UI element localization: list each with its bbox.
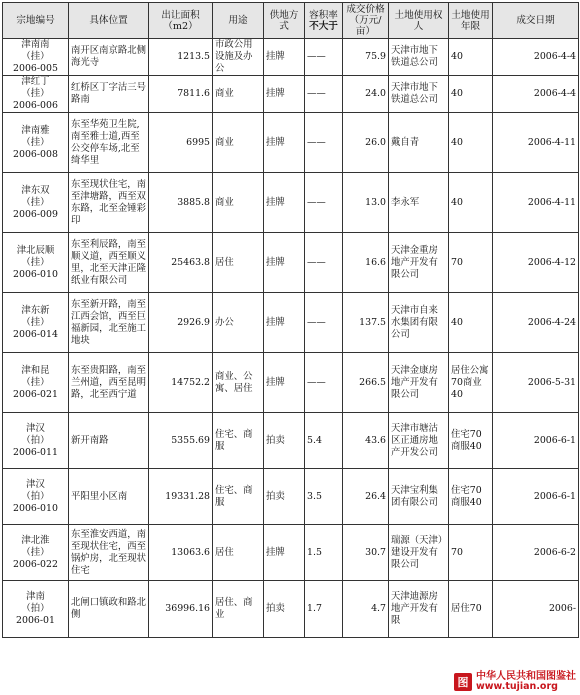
table-row (3, 581, 579, 638)
plot-no-line: （挂） (21, 546, 50, 558)
cell-far: 5.4 (305, 413, 343, 469)
cell-far: —— (305, 173, 343, 233)
cell-supply: 挂牌 (264, 173, 305, 233)
cell-far: 1.7 (305, 581, 343, 638)
cell-plot-no (3, 76, 69, 113)
cell-price: 4.7 (343, 581, 389, 638)
plot-no-line: （拍） (21, 434, 50, 446)
plot-no-line: 津南 (26, 591, 45, 602)
cell-use: 商业 (213, 76, 264, 113)
plot-no-line: 津南雅 (21, 124, 50, 136)
cell-term: 40 (449, 76, 493, 113)
plot-no-line: 2006-011 (13, 446, 58, 458)
cell-area: 7811.6 (149, 76, 213, 113)
cell-area: 25463.8 (149, 233, 213, 293)
cell-area: 5355.69 (149, 413, 213, 469)
plot-no-line: 津东双 (21, 184, 50, 196)
cell-price: 43.6 (343, 413, 389, 469)
cell-location: 平阳里小区南 (69, 469, 149, 525)
plot-no-line: 2006-010 (13, 268, 58, 280)
cell-term: 住宅70商服40 (449, 413, 493, 469)
cell-use: 商业 (213, 113, 264, 173)
cell-date: 2006-4-11 (493, 173, 579, 233)
plot-no-line: （挂） (21, 51, 50, 62)
cell-use: 住宅、商服 (213, 413, 264, 469)
cell-price: 16.6 (343, 233, 389, 293)
cell-date: 2006-4-24 (493, 293, 579, 353)
plot-no-line: 津红丁 (21, 76, 50, 87)
cell-plot-no (3, 525, 69, 581)
cell-term: 40 (449, 113, 493, 173)
cell-price: 30.7 (343, 525, 389, 581)
plot-no-line: （拍） (21, 490, 50, 502)
cell-supply: 拍卖 (264, 469, 305, 525)
cell-use: 居住 (213, 233, 264, 293)
table-row (3, 113, 579, 173)
cell-use: 办公 (213, 293, 264, 353)
plot-no-line: 津北辰顺 (16, 244, 55, 256)
cell-plot-no (3, 173, 69, 233)
cell-use: 居住 (213, 525, 264, 581)
cell-location: 东至贵阳路，南至兰州道，西至昆明路，北至西宁道 (69, 353, 149, 413)
cell-date: 2006- (493, 581, 579, 638)
watermark (454, 671, 576, 693)
plot-no-line: 津北淮 (21, 534, 50, 546)
plot-no-line: 2006-014 (13, 328, 58, 340)
cell-term: 70 (449, 233, 493, 293)
header-far (305, 3, 343, 39)
cell-plot-no (3, 413, 69, 469)
cell-location: 北闸口镇政和路北侧 (69, 581, 149, 638)
cell-term: 40 (449, 39, 493, 76)
watermark-url: www.tujian.org (476, 681, 558, 692)
cell-use: 住宅、商服 (213, 469, 264, 525)
cell-far: —— (305, 233, 343, 293)
cell-far: —— (305, 293, 343, 353)
table-row (3, 39, 579, 76)
table-row (3, 76, 579, 113)
cell-owner: 天津市自来水集团有限公司 (389, 293, 449, 353)
cell-plot-no (3, 469, 69, 525)
cell-term: 70 (449, 525, 493, 581)
cell-supply: 挂牌 (264, 293, 305, 353)
plot-no-line: 2006-022 (13, 558, 58, 570)
plot-no-line: 2006-010 (13, 502, 58, 514)
cell-far: —— (305, 39, 343, 76)
cell-area: 2926.9 (149, 293, 213, 353)
cell-price: 266.5 (343, 353, 389, 413)
table-row (3, 293, 579, 353)
table-row (3, 173, 579, 233)
table-header-row (3, 3, 579, 39)
header-date: 成交日期 (493, 3, 579, 39)
cell-area: 19331.28 (149, 469, 213, 525)
cell-date: 2006-6-1 (493, 413, 579, 469)
cell-far: 1.5 (305, 525, 343, 581)
table-row (3, 233, 579, 293)
cell-location: 东至利辰路，南至顺义道，西至顺义里，北至天津正隆纸业有限公司 (69, 233, 149, 293)
cell-use: 商业、公寓、居住 (213, 353, 264, 413)
plot-no-line: 2006-008 (13, 148, 58, 160)
watermark-name: 中华人民共和国图鉴社 (476, 671, 576, 682)
cell-plot-no (3, 113, 69, 173)
cell-date: 2006-4-11 (493, 113, 579, 173)
cell-price: 26.0 (343, 113, 389, 173)
cell-plot-no (3, 233, 69, 293)
header-use: 用途 (213, 3, 264, 39)
plot-no-line: 津汉 (26, 478, 45, 490)
cell-term: 居住公寓70商业40 (449, 353, 493, 413)
cell-date: 2006-4-4 (493, 39, 579, 76)
cell-owner: 天津迪源房地产开发有限 (389, 581, 449, 638)
cell-owner: 天津市地下铁道总公司 (389, 76, 449, 113)
header-far-line1: 容积率 (309, 9, 338, 21)
land-transaction-table (2, 2, 579, 638)
cell-date: 2006-4-4 (493, 76, 579, 113)
cell-area: 3885.8 (149, 173, 213, 233)
cell-owner: 天津宝利集团有限公司 (389, 469, 449, 525)
cell-area: 13063.6 (149, 525, 213, 581)
cell-price: 24.0 (343, 76, 389, 113)
cell-price: 75.9 (343, 39, 389, 76)
header-far-line2: 不大于 (309, 20, 338, 32)
cell-price: 13.0 (343, 173, 389, 233)
plot-no-line: （挂） (21, 196, 50, 208)
cell-supply: 拍卖 (264, 581, 305, 638)
cell-use: 市政公用设施及办公 (213, 39, 264, 76)
cell-date: 2006-6-2 (493, 525, 579, 581)
cell-area: 36996.16 (149, 581, 213, 638)
cell-use: 居住、商业 (213, 581, 264, 638)
cell-owner: 天津市地下铁道总公司 (389, 39, 449, 76)
cell-plot-no (3, 39, 69, 76)
header-supply: 供地方式 (264, 3, 305, 39)
cell-area: 14752.2 (149, 353, 213, 413)
cell-term: 40 (449, 173, 493, 233)
cell-location: 东至华苑卫生院,南至雅士道,西至公交停车场,北至绮华里 (69, 113, 149, 173)
cell-plot-no (3, 353, 69, 413)
plot-no-line: 2006-021 (13, 388, 58, 400)
cell-supply: 拍卖 (264, 413, 305, 469)
cell-owner: 瑞源（天津）建设开发有限公司 (389, 525, 449, 581)
header-plot-no: 宗地编号 (3, 3, 69, 39)
plot-no-line: （挂） (21, 136, 50, 148)
cell-supply: 挂牌 (264, 233, 305, 293)
table-row (3, 413, 579, 469)
cell-owner: 戴自青 (389, 113, 449, 173)
plot-no-line: 津南南 (21, 39, 50, 50)
cell-owner: 李永军 (389, 173, 449, 233)
cell-supply: 挂牌 (264, 353, 305, 413)
cell-owner: 天津金康房地产开发有限公司 (389, 353, 449, 413)
plot-no-line: （挂） (21, 376, 50, 388)
cell-supply: 挂牌 (264, 113, 305, 173)
plot-no-line: 津东新 (21, 304, 50, 316)
cell-location: 红桥区丁字沽三号路南 (69, 76, 149, 113)
cell-price: 26.4 (343, 469, 389, 525)
plot-no-line: 2006-006 (13, 100, 58, 111)
cell-far: 3.5 (305, 469, 343, 525)
cell-date: 2006-6-1 (493, 469, 579, 525)
cell-location: 新开南路 (69, 413, 149, 469)
header-owner: 土地使用权人 (389, 3, 449, 39)
table-row (3, 525, 579, 581)
cell-plot-no (3, 293, 69, 353)
cell-owner: 天津市塘沽区正通房地产开发公司 (389, 413, 449, 469)
plot-no-line: 津汉 (26, 422, 45, 434)
cell-location: 东至新开路，南至江西会馆，西至巨福新园，北至施工地块 (69, 293, 149, 353)
plot-no-line: 津和昆 (21, 364, 50, 376)
plot-no-line: （挂） (21, 256, 50, 268)
table-row (3, 469, 579, 525)
table-row (3, 353, 579, 413)
cell-area: 1213.5 (149, 39, 213, 76)
cell-term: 住宅70商服40 (449, 469, 493, 525)
cell-date: 2006-5-31 (493, 353, 579, 413)
plot-no-line: （拍） (21, 603, 50, 614)
header-price: 成交价格（万元/亩） (343, 3, 389, 39)
cell-term: 40 (449, 293, 493, 353)
cell-area: 6995 (149, 113, 213, 173)
plot-no-line: （挂） (21, 316, 50, 328)
cell-owner: 天津金重房地产开发有限公司 (389, 233, 449, 293)
cell-location: 南开区南京路北侧海光寺 (69, 39, 149, 76)
plot-no-line: 2006-005 (13, 63, 58, 74)
cell-supply: 挂牌 (264, 76, 305, 113)
cell-date: 2006-4-12 (493, 233, 579, 293)
plot-no-line: 2006-01 (16, 615, 55, 626)
header-term: 土地使用年限 (449, 3, 493, 39)
cell-supply: 挂牌 (264, 39, 305, 76)
watermark-logo-icon: 图 (454, 673, 472, 691)
cell-far: —— (305, 76, 343, 113)
plot-no-line: （挂） (21, 88, 50, 99)
cell-use: 商业 (213, 173, 264, 233)
cell-plot-no (3, 581, 69, 638)
cell-term: 居住70 (449, 581, 493, 638)
cell-location: 东至淮安西道，南至现状住宅，西至锅炉房，北至现状住宅 (69, 525, 149, 581)
table-body (3, 39, 579, 638)
cell-price: 137.5 (343, 293, 389, 353)
cell-supply: 挂牌 (264, 525, 305, 581)
cell-location: 东至现状住宅，南至津塘路，西至双东路，北至金锤彩印 (69, 173, 149, 233)
plot-no-line: 2006-009 (13, 208, 58, 220)
header-location: 具体位置 (69, 3, 149, 39)
header-area: 出让面积（m2） (149, 3, 213, 39)
cell-far: —— (305, 113, 343, 173)
cell-far: —— (305, 353, 343, 413)
watermark-text (476, 672, 576, 692)
